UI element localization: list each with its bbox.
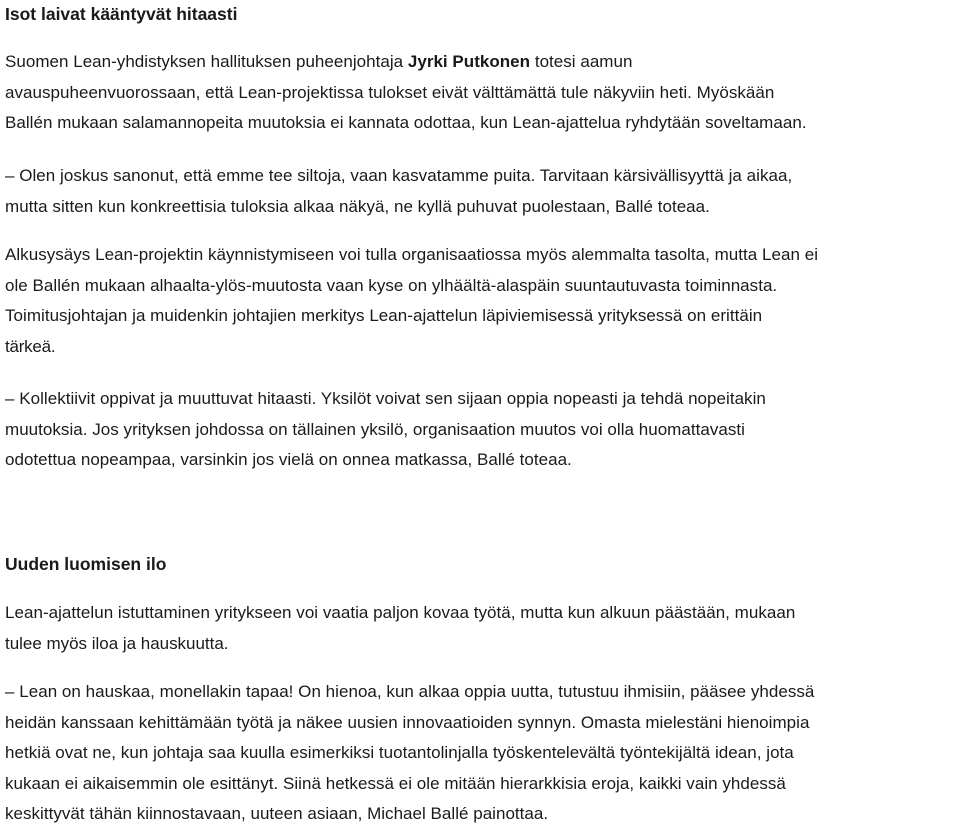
person-name-bold: Jyrki Putkonen xyxy=(407,52,531,71)
paragraph-quote-collectives xyxy=(5,384,957,476)
paragraph-line: – Lean on hauskaa, monellakin tapaa! On hienoa, kun alkaa oppia uutta, tutustuu ihmisiin, pääsee yhdessä xyxy=(5,682,815,701)
paragraph-line: avauspuheenvuorossaan, että Lean-projektissa tulokset eivät välttämättä tule näkyviin heti. Myöskään xyxy=(5,82,775,102)
paragraph-intro xyxy=(5,47,957,139)
paragraph-line: Ballén mukaan salamannopeita muutoksia ei kannata odottaa, kun Lean-ajattelua ryhdytään soveltamaan. xyxy=(5,113,807,132)
paragraph-line: tulee myös iloa ja hauskuutta. xyxy=(5,633,229,653)
section-heading-isot-laivat: Isot laivat kääntyvät hitaasti xyxy=(5,4,238,24)
paragraph-line: Toimitusjohtajan ja muidenkin johtajien merkitys Lean-ajattelun läpiviemisessä yrityksessä on erittäin xyxy=(5,306,763,325)
paragraph-line: – Olen joskus sanonut, että emme tee siltoja, vaan kasvatamme puita. Tarvitaan kärsivällisyyttä ja aikaa, xyxy=(5,166,793,185)
paragraph-line: – Kollektiivit oppivat ja muuttuvat hitaasti. Yksilöt voivat sen sijaan oppia nopeasti ja tehdä nopeitakin xyxy=(5,389,766,408)
paragraph-top-down xyxy=(5,240,957,362)
paragraph-quote-fun xyxy=(5,677,957,830)
paragraph-joy xyxy=(5,598,957,659)
paragraph-line: mutta sitten kun konkreettisia tuloksia alkaa näkyä, ne kyllä puhuvat puolestaan, Ballé toteaa. xyxy=(5,196,710,216)
text-run: totesi aamun xyxy=(530,52,633,71)
paragraph-line: kukaan ei aikaisemmin ole esittänyt. Siinä hetkessä ei ole mitään hierarkkisia eroja, kaikki vain yhdessä xyxy=(5,773,786,793)
paragraph-line xyxy=(5,47,957,78)
paragraph-line: odotettua nopeampaa, varsinkin jos vielä on onnea matkassa, Ballé toteaa. xyxy=(5,450,572,469)
section-heading-uuden-luomisen-ilo: Uuden luomisen ilo xyxy=(5,554,167,574)
paragraph-quote-bridges xyxy=(5,161,957,222)
paragraph-line: muutoksia. Jos yrityksen johdossa on tällainen yksilö, organisaation muutos voi olla huomattavasti xyxy=(5,419,745,439)
paragraph-line: hetkiä ovat ne, kun johtaja saa kuulla esimerkiksi tuotantolinjalla työskentelevältä työntekijältä idean, jota xyxy=(5,743,794,762)
paragraph-line: Lean-ajattelun istuttaminen yritykseen voi vaatia paljon kovaa työtä, mutta kun alkuun päästään, mukaan xyxy=(5,603,796,622)
paragraph-line: heidän kanssaan kehittämään työtä ja näkee uusien innovaatioiden synnyn. Omasta mielestäni hienoimpia xyxy=(5,712,810,732)
paragraph-line: tärkeä. xyxy=(5,336,56,356)
paragraph-line: Alkusysäys Lean-projektin käynnistymiseen voi tulla organisaatiossa myös alemmalta tasolta, mutta Lean ei xyxy=(5,245,819,264)
paragraph-line: keskittyvät tähän kiinnostavaan, uuteen asiaan, Michael Ballé painottaa. xyxy=(5,804,549,823)
text-run: Suomen Lean-yhdistyksen hallituksen puheenjohtaja xyxy=(5,52,408,71)
paragraph-line: ole Ballén mukaan alhaalta-ylös-muutosta vaan kyse on ylhäältä-alaspäin suuntautuvasta toiminnasta. xyxy=(5,275,778,295)
